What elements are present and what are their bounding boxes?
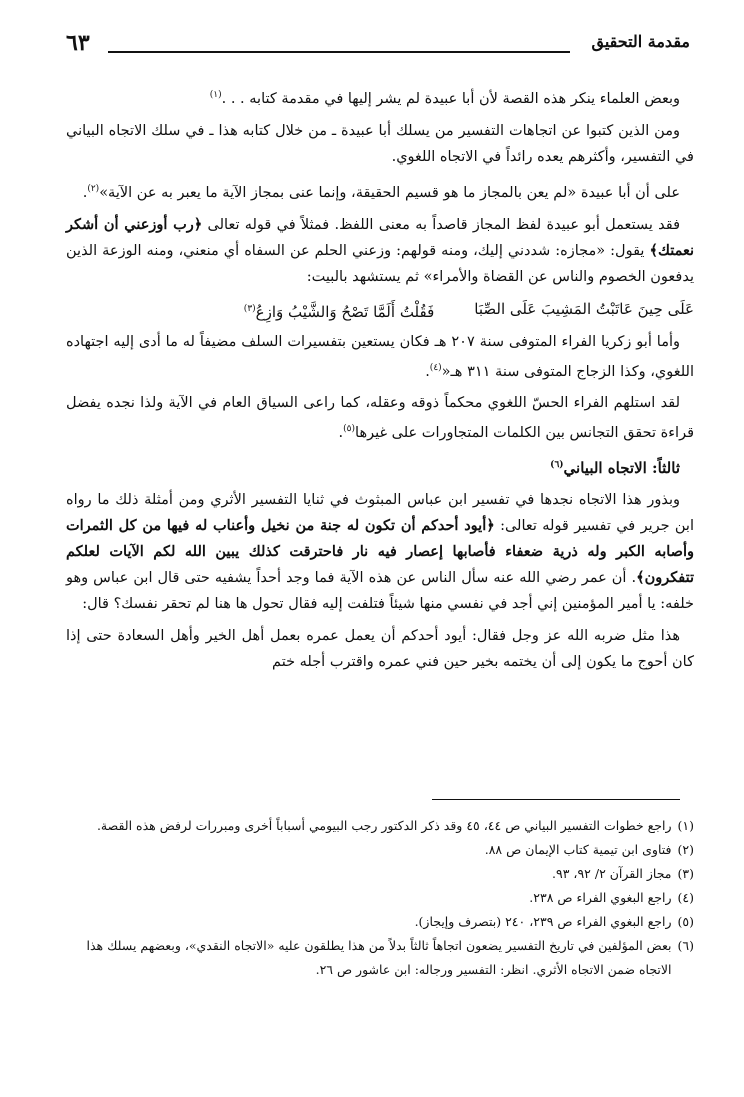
footnote	[66, 910, 694, 934]
footnote-text: راجع خطوات التفسير البياني ص ٤٤، ٤٥ وقد ذكر الدكتور رجب البيومي أسباباً أخرى ومبررات لرفض هذه القصة.	[96, 818, 672, 833]
footnote-ref: (٥)	[343, 424, 356, 435]
verse-first-hemistich: عَلَى حِينَ عَاتَبْتُ المَشِيبَ عَلَى الصِّبَا	[474, 299, 694, 318]
footnote-ref: (٦)	[550, 460, 564, 471]
paragraph: لقد استلهم الفراء الحسّ اللغوي محكماً ذوقه وعقله، كما راعى السياق العام في الآية ولذا نجده يفضل قراءة تحقق التجانس بين الكلمات المتجاورات على غيرها$^{(٥)}$.	[66, 395, 694, 442]
paragraph: هذا مثل ضربه الله عز وجل فقال: أيود أحدكم أن يعمل عمره بعمل أهل الخير وأهل السعادة حتى إذا كان أحوج ما يكون إلى أن يختمه بخير حين فني عمره واقترب أجله ختم	[66, 628, 694, 671]
footnotes	[66, 814, 694, 982]
footnote-number: (٢)	[677, 842, 694, 857]
footnote-text: بعض المؤلفين في تاريخ التفسير يضعون اتجاهاً ثالثاً بدلاً من هذا يطلقون عليه «الاتجاه النقدي»، وبعضهم يسلك هذا الاتجاه ضمن الاتجاه الأثري. انظر: التفسير ورجاله: ابن عاشور ص ٢٦.	[86, 938, 672, 977]
paragraph-text: فقد يستعمل أبو عبيدة لفظ المجاز قاصداً به معنى اللفظ. فمثلاً في قوله تعالى	[207, 216, 680, 233]
paragraph	[66, 212, 694, 290]
heading-text: ثالثاً: الاتجاه البياني	[563, 459, 680, 478]
quran-quote: ﴿أيود أحدكم أن تكون له جنة من نخيل وأعناب له فيها من كل الثمرات وأصابه الكبر وله ذرية ضعفاء فأصابها إعصار فيه نار فاحترقت كذلك يبين الله لكم الآيات لعلكم تتفكرون﴾	[66, 517, 694, 587]
footnote-number: (٦)	[677, 938, 694, 953]
page-number: ٦٣	[66, 30, 90, 56]
footnote-ref: (١)	[209, 90, 222, 100]
paragraph: ومن الذين كتبوا عن اتجاهات التفسير من يسلك أبا عبيدة ـ من خلال كتابه هذا ـ في سلك الاتجاه البياني في التفسير، وأكثرهم يعده رائداً في الاتجاه اللغوي.	[66, 122, 694, 165]
footnote	[66, 886, 694, 910]
footnote-separator	[432, 799, 680, 800]
footnote	[66, 814, 694, 838]
header-rule	[108, 51, 570, 53]
footnote-number: (٣)	[677, 866, 694, 881]
footnote	[66, 862, 694, 886]
footnote	[66, 934, 694, 982]
footnote-number: (١)	[677, 818, 694, 833]
footnote-text: مجاز القرآن ٢/ ٩٢، ٩٣.	[552, 866, 672, 881]
paragraph-text: يقول: «مجازه: شددني إليك، ومنه قولهم: وزعني الحلم عن السفاه أي منعني، ومنه الوزعة الذين يدفعون الخصوم والناس عن القضاة والأمراء» ثم يستشهد بالبيت:	[66, 242, 694, 285]
poetry-verse	[66, 296, 694, 325]
section-heading	[66, 452, 694, 481]
running-title: مقدمة التحقيق	[591, 32, 690, 51]
paragraph-text: لقد استلهم الفراء الحسّ اللغوي محكماً ذوقه وعقله، كما راعى السياق العام في الآية ولذا نجده يفضل قراءة تحقق التجانس بين الكلمات المتجاورات على غيرها	[66, 395, 694, 442]
footnote-ref: (٣)	[243, 303, 256, 314]
footnote-number: (٤)	[677, 890, 694, 905]
footnote	[66, 838, 694, 862]
paragraph: على أن أبا عبيدة «لم يعن بالمجاز ما هو قسيم الحقيقة، وإنما عنى بمجاز الآية ما يعبر به عن الآية»$^{(٢)}$.	[82, 183, 680, 201]
paragraph	[66, 82, 694, 112]
paragraph-text: وأما أبو زكريا الفراء المتوفى سنة ٢٠٧ هـ فكان يستعين بتفسيرات السلف مضيفاً له ما أدى إليه اجتهاده اللغوي، وكذا الزجاج المتوفى سنة ٣١١ هـ	[66, 333, 694, 380]
paragraph-text: . أن عمر رضي الله عنه سأل الناس عن هذه الآية فما وجد أحداً يشفيه حتى قال ابن عباس وهو خلفه: يا أمير المؤمنين إني أجد في نفسي منها شيئاً فتلفت إليه فقال تحول ها هنا لم تحقر نفسك؟ قال:	[66, 570, 694, 613]
main-text	[66, 82, 694, 681]
paragraph-text: وبذور هذا الاتجاه نجدها في تفسير ابن عباس المبثوث في ثنايا التفسير الأثري ومن أمثلة ذلك ما رواه ابن جرير في تفسير قوله تعالى:	[66, 492, 694, 535]
verse-text: فَقُلْتُ أَلَمَّا تَصْحُ وَالشَّيْبُ وَازِعُ	[255, 302, 435, 321]
page-header	[50, 30, 690, 60]
paragraph-text: وبعض العلماء ينكر هذه القصة لأن أبا عبيدة لم يشر إليها في مقدمة كتابه . . .	[221, 90, 680, 107]
footnote-ref: (٢)	[87, 183, 100, 194]
footnote-ref: (٤)	[429, 362, 442, 373]
paragraph-text: على أن أبا عبيدة «لم يعن بالمجاز ما هو قسيم الحقيقة، وإنما عنى بمجاز الآية ما يعبر به عن الآية»	[99, 184, 680, 201]
verse-second-hemistich	[244, 296, 434, 325]
footnote-text: راجع البغوي الفراء ص ٢٣٨.	[529, 890, 672, 905]
paragraph	[66, 487, 694, 617]
quran-quote: ﴿رب أوزعني أن أشكر نعمتك﴾	[66, 215, 694, 259]
paragraph: وأما أبو زكريا الفراء المتوفى سنة ٢٠٧ هـ فكان يستعين بتفسيرات السلف مضيفاً له ما أدى إليه اجتهاده اللغوي، وكذا الزجاج المتوفى سنة ٣١١ هـ«$^{(٤)}$.	[66, 333, 694, 380]
footnote-number: (٥)	[677, 914, 694, 929]
footnote-text: فتاوى ابن تيمية كتاب الإيمان ص ٨٨.	[484, 842, 672, 857]
footnote-text: راجع البغوي الفراء ص ٢٣٩، ٢٤٠ (بتصرف وإيجاز).	[414, 914, 672, 929]
